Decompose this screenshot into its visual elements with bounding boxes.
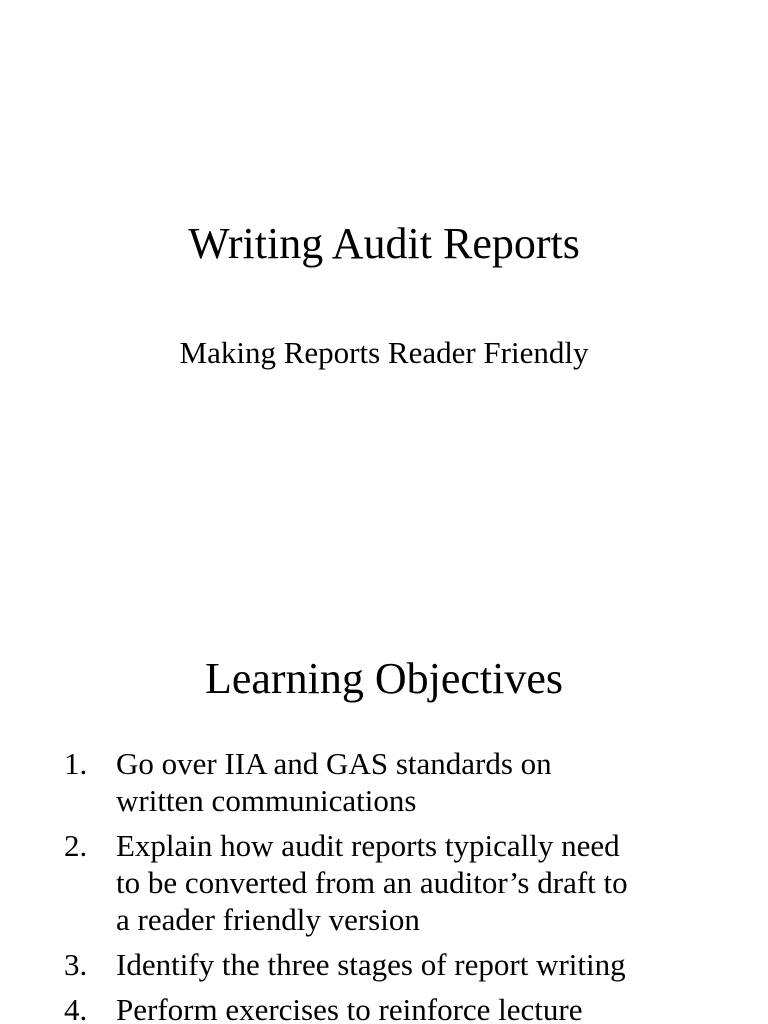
slide-title: Writing Audit Reports	[188, 219, 580, 268]
objective-text-line: written communications	[116, 783, 417, 818]
objective-number: 1.	[64, 746, 88, 781]
objective-text-line: Go over IIA and GAS standards on	[116, 746, 552, 781]
objectives-list	[0, 745, 768, 1024]
slide-subtitle: Making Reports Reader Friendly	[179, 335, 589, 370]
objective-number: 2.	[64, 828, 88, 863]
objective-item	[0, 745, 768, 819]
objective-number: 3.	[64, 947, 88, 982]
objective-text-line: a reader friendly version	[116, 902, 420, 937]
objective-item	[0, 991, 768, 1024]
objective-number: 4.	[64, 992, 88, 1024]
objective-item	[0, 946, 768, 983]
section-title: Learning Objectives	[205, 654, 563, 703]
objective-text-line: to be converted from an auditor’s draft to	[116, 865, 628, 900]
objective-text-line: Identify the three stages of report writing	[116, 947, 626, 982]
objective-text-line: Perform exercises to reinforce lecture	[116, 992, 583, 1024]
objective-item	[0, 827, 768, 938]
objective-text-line: Explain how audit reports typically need	[116, 828, 620, 863]
